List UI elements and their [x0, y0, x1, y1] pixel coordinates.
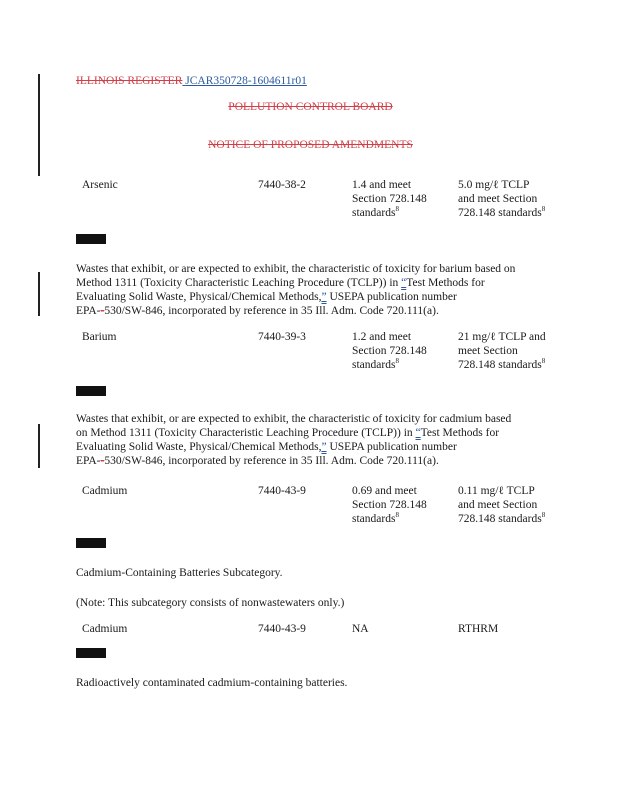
batteries-subcategory-title: Cadmium-Containing Batteries Subcategory.: [76, 567, 283, 579]
constituent-name: Arsenic: [82, 179, 118, 191]
agency-title: POLLUTION CONTROL BOARD: [228, 101, 393, 113]
nonwastewater-standard: NA: [352, 623, 369, 635]
redaction-block: [76, 234, 106, 244]
wastewater-standard: 0.11 mg/ℓ TCLP and meet Section 728.148 standards$^8$: [458, 485, 546, 525]
table-row-cadmium: Cadmium: [82, 485, 128, 497]
cas-number: 7440-43-9: [258, 485, 306, 497]
nonwastewater-standard: 0.69 and meet Section 728.148 standards$^8$: [352, 485, 427, 525]
notice-title: NOTICE OF PROPOSED AMENDMENTS: [208, 139, 413, 151]
cas-number: 7440-38-2: [258, 179, 306, 191]
change-bar: [38, 74, 40, 176]
change-bar: [38, 424, 40, 468]
cadmium-paragraph: Wastes that exhibit, or are expected to exhibit, the characteristic of toxicity for cadmium based on Method 1311 (Toxicity Characteristic Leaching Procedure (TCLP)) in “Test Methods for Evaluating Solid Waste, Physical/Chemical Methods,” USEPA publication number EPA--530/SW-846, incorporated by reference in 35 Ill. Adm. Code 720.111(a).: [76, 413, 512, 467]
table-row-cadmium-batteries: Cadmium: [82, 623, 128, 635]
deleted-register-title: ILLINOIS REGISTER: [76, 75, 183, 87]
redaction-block: [76, 538, 106, 548]
table-row-arsenic: [82, 178, 118, 192]
cas-number: 7440-39-3: [258, 331, 306, 343]
inserted-jcar-code: JCAR350728-1604611r01: [185, 75, 307, 87]
redaction-block: [76, 386, 106, 396]
wastewater-standard: 5.0 mg/ℓ TCLP and meet Section 728.148 standards$^8$: [458, 179, 546, 219]
nonwastewater-standard: 1.2 and meet Section 728.148 standards$^8$: [352, 331, 427, 371]
wastewater-standard: RTHRM: [458, 623, 499, 635]
table-row-barium: Barium: [82, 331, 117, 343]
batteries-note: (Note: This subcategory consists of nonwastewaters only.): [76, 597, 345, 609]
wastewater-standard: 21 mg/ℓ TCLP and meet Section 728.148 standards$^8$: [458, 331, 546, 371]
change-bar: [38, 272, 40, 316]
radioactive-subcategory: Radioactively contaminated cadmium-containing batteries.: [76, 677, 348, 689]
redaction-block: [76, 648, 106, 658]
cas-number: 7440-43-9: [258, 623, 306, 635]
nonwastewater-standard: 1.4 and meet Section 728.148 standards$^8$: [352, 179, 427, 219]
running-header: [76, 74, 307, 88]
barium-paragraph: Wastes that exhibit, or are expected to exhibit, the characteristic of toxicity for barium based on Method 1311 (Toxicity Characteristic Leaching Procedure (TCLP)) in “Test Methods for Evaluating Solid Waste, Physical/Chemical Methods,” USEPA publication number EPA--530/SW-846, incorporated by reference in 35 Ill. Adm. Code 720.111(a).: [76, 263, 516, 317]
